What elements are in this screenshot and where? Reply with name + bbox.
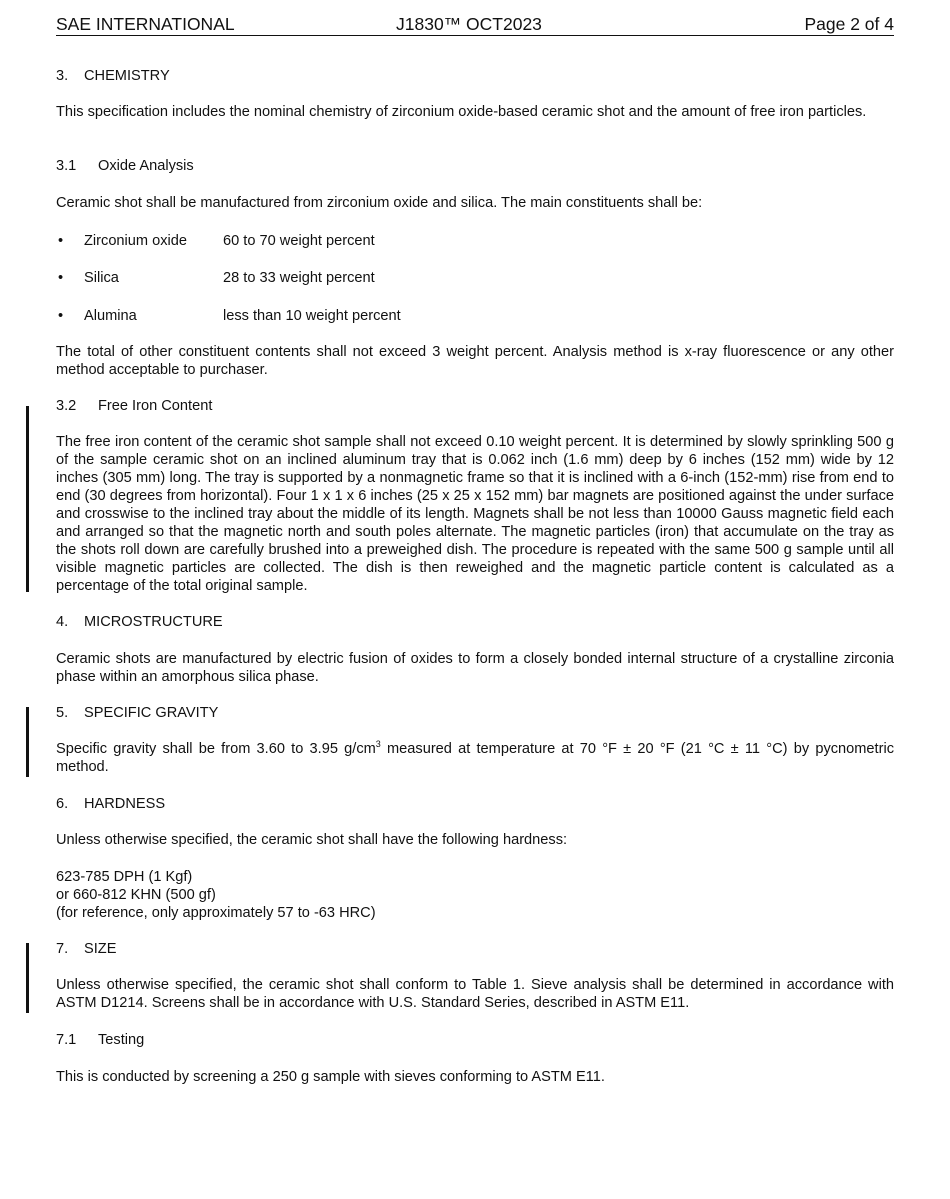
section-title: Testing (98, 1032, 145, 1048)
bullet-icon: • (58, 270, 64, 286)
section-title: SPECIFIC GRAVITY (84, 705, 219, 721)
header-org: SAE INTERNATIONAL (56, 14, 235, 34)
section-number: 6. (56, 796, 69, 812)
section-7-1-body: This is conducted by screening a 250 g sample with sieves conforming to ASTM E11. (56, 1069, 605, 1085)
superscript: 3 (375, 739, 381, 750)
section-6-heading (56, 795, 894, 813)
section-3-1-outro: The total of other constituent contents shall not exceed 3 weight percent. Analysis method is x-ray fluorescence or any other method acceptable to purchaser. (56, 344, 894, 378)
running-header (56, 13, 894, 36)
section-7-body: Unless otherwise specified, the ceramic shot shall conform to Table 1. Sieve analysis shall be determined in accordance with ASTM D1214. Screens shall be in accordance with U.S. Standard Series, described in ASTM E11. (56, 977, 894, 1011)
section-6-intro: Unless otherwise specified, the ceramic shot shall have the following hardness: (56, 832, 568, 848)
constituent-name: Zirconium oxide (84, 233, 188, 249)
section-title: CHEMISTRY (84, 68, 170, 84)
section-4-body: Ceramic shots are manufactured by electric fusion of oxides to form a closely bonded internal structure of a crystalline zirconia phase within an amorphous silica phase. (56, 651, 894, 685)
section-5-body (56, 740, 894, 776)
section-3-body: This specification includes the nominal chemistry of zirconium oxide-based ceramic shot and the amount of free iron particles. (56, 104, 867, 120)
bullet-icon: • (58, 308, 64, 324)
section-3-1-heading (56, 157, 894, 175)
body-text: Specific gravity shall be from 3.60 to 3.95 g/cm (56, 741, 376, 757)
body-text: measured at temperature at 70 °F ± 20 °F (21 °C ± 11 °C) by pycnometric method. (56, 741, 894, 775)
section-3-2-body: The free iron content of the ceramic shot sample shall not exceed 0.10 weight percent. It is determined by slowly sprinkling 500 g of the sample ceramic shot on an inclined aluminum tray that is 0.062 inch (1.6 mm) deep by 6 inches (152 mm) wide by 12 inches (305 mm) long. The tray is supported by a nonmagnetic frame so that it is inclined with a 6-inch (152-mm) rise from end to end (30 degrees from horizontal). Four 1 x 1 x 6 inches (25 x 25 x 152 mm) bar magnets are positioned against the under surface and crosswise to the inclined tray about the middle of its length. Magnets shall be not less than 10000 Gauss magnetic field each and arranged so that the magnetic north and south poles alternate. The magnetic particles (iron) that accumulate on the tray as the shots roll down are carefully brushed into a preweighed dish. The procedure is repeated with the same 500 g sample until all visible magnetic particles are collected. The dish is then reweighed and the magnetic particle content is calculated as a percentage of the total original sample. (56, 434, 894, 594)
section-title: Oxide Analysis (98, 158, 194, 174)
section-title: MICROSTRUCTURE (84, 614, 223, 630)
section-number: 3.2 (56, 398, 77, 414)
section-title: Free Iron Content (98, 398, 213, 414)
constituent-name: Alumina (84, 308, 137, 324)
section-number: 7.1 (56, 1032, 77, 1048)
header-page-number: Page 2 of 4 (804, 14, 894, 34)
revision-bar-3-2 (26, 406, 29, 592)
section-3-2-heading (56, 397, 894, 415)
section-number: 4. (56, 614, 69, 630)
hardness-line: or 660-812 KHN (500 gf) (56, 887, 216, 903)
revision-bar-5 (26, 707, 29, 777)
section-4-heading (56, 613, 894, 631)
bullet-icon: • (58, 233, 64, 249)
section-title: SIZE (84, 941, 117, 957)
section-5-heading (56, 704, 894, 722)
constituent-name: Silica (84, 270, 119, 286)
section-number: 5. (56, 705, 69, 721)
section-3-heading (56, 67, 894, 85)
section-number: 7. (56, 941, 69, 957)
section-number: 3.1 (56, 158, 77, 174)
section-7-heading (56, 940, 894, 958)
section-title: HARDNESS (84, 796, 166, 812)
section-7-1-heading (56, 1031, 894, 1049)
constituent-value: less than 10 weight percent (223, 308, 401, 324)
constituent-value: 28 to 33 weight percent (223, 270, 375, 286)
hardness-line: (for reference, only approximately 57 to -63 HRC) (56, 905, 376, 921)
section-number: 3. (56, 68, 69, 84)
constituent-value: 60 to 70 weight percent (223, 233, 375, 249)
section-3-1-intro: Ceramic shot shall be manufactured from zirconium oxide and silica. The main constituents shall be: (56, 195, 703, 211)
header-doc-id: J1830™ OCT2023 (396, 14, 542, 34)
revision-bar-7 (26, 943, 29, 1013)
hardness-line: 623-785 DPH (1 Kgf) (56, 869, 193, 885)
